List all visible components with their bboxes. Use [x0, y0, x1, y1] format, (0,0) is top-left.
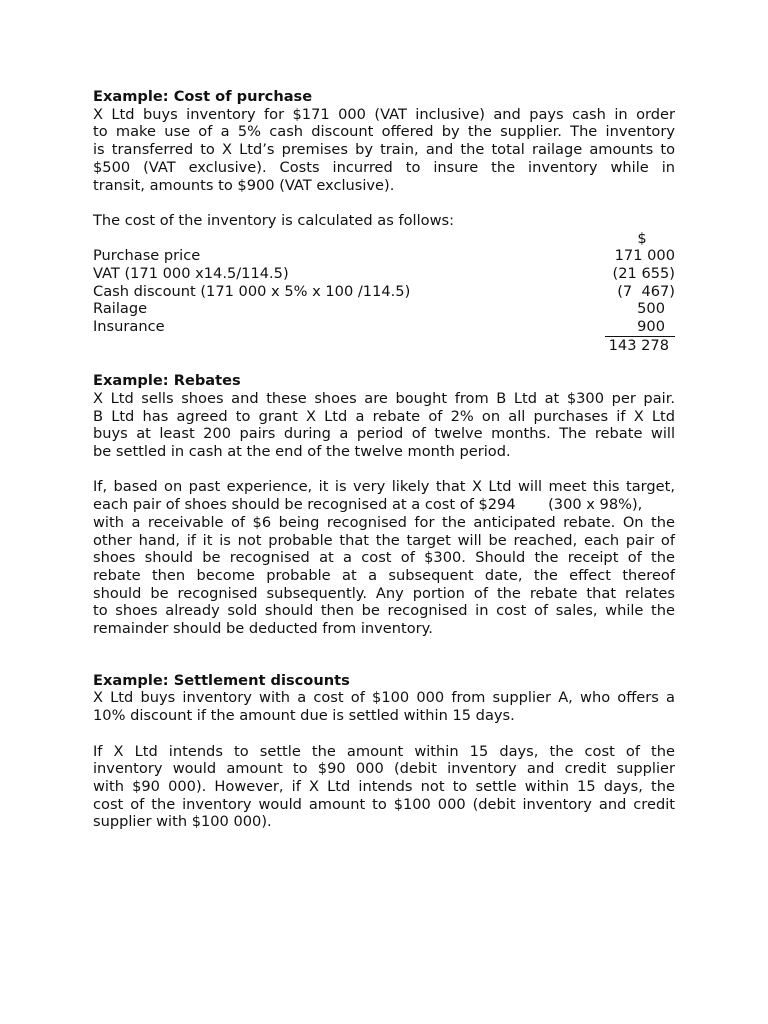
paragraph-line: If, based on past experience, it is very likely that X Ltd will meet this target,: [93, 478, 675, 496]
cost-calculation-table: [93, 230, 675, 355]
paragraph-line: shoes should be recognised at a cost of $300. Should the receipt of the: [93, 549, 675, 567]
paragraph-line: buys at least 200 pairs during a period of twelve months. The rebate will: [93, 425, 675, 443]
row-amount: (21 655): [612, 265, 675, 283]
paragraph-line: B Ltd has agreed to grant X Ltd a rebate of 2% on all purchases if X Ltd: [93, 407, 675, 425]
row-amount: 500: [637, 300, 665, 318]
settlement-paragraph-1: [93, 689, 675, 724]
paragraph-line: to shoes already sold should then be recognised in cost of sales, while the: [93, 602, 675, 620]
document-page: [93, 88, 675, 831]
table-row: [93, 230, 675, 248]
paragraph-line: should be recognised subsequently. Any portion of the rebate that relates: [93, 584, 675, 602]
paragraph-line: with $90 000). However, if X Ltd intends not to settle within 15 days, the: [93, 777, 675, 795]
paragraph-line: cost of the inventory would amount to $100 000 (debit inventory and credit: [93, 795, 675, 813]
row-amount: (7 467): [617, 282, 675, 300]
section-title-cost-of-purchase: Example: Cost of purchase: [93, 88, 313, 105]
paragraph-line: 10% discount if the amount due is settled within 15 days.: [93, 707, 515, 725]
settlement-paragraph-2: [93, 743, 675, 832]
paragraph-line: If X Ltd intends to settle the amount within 15 days, the cost of the: [93, 742, 675, 760]
row-amount: 900: [637, 318, 665, 336]
paragraph-line: inventory would amount to $90 000 (debit inventory and credit supplier: [93, 760, 675, 778]
table-row: [93, 300, 675, 318]
paragraph-line: X Ltd sells shoes and these shoes are bought from B Ltd at $300 per pair.: [93, 389, 675, 407]
table-row: [93, 283, 675, 301]
row-label: Purchase price: [93, 247, 201, 265]
row-amount: 171 000: [614, 247, 675, 265]
paragraph-line: X Ltd buys inventory for $171 000 (VAT inclusive) and pays cash in order: [93, 105, 675, 123]
table-row: [93, 265, 675, 283]
paragraph-line: be settled in cash at the end of the twelve month period.: [93, 443, 511, 461]
rebates-paragraph-1: [93, 390, 675, 461]
paragraph-line: transit, amounts to $900 (VAT exclusive).: [93, 176, 395, 194]
table-row: [93, 247, 675, 265]
paragraph-line: $500 (VAT exclusive). Costs incurred to insure the inventory while in: [93, 158, 675, 176]
paragraph-line: with a receivable of $6 being recognised for the anticipated rebate. On the: [93, 513, 675, 531]
section-title-settlement-discounts: Example: Settlement discounts: [93, 671, 350, 689]
paragraph-line: remainder should be deducted from inventory.: [93, 620, 433, 638]
paragraph-line: supplier with $100 000).: [93, 813, 272, 831]
row-label: Railage: [93, 300, 148, 318]
paragraph-line: other hand, if it is not probable that the target will be reached, each pair of: [93, 531, 675, 549]
table-row-total: [93, 336, 675, 355]
row-label: Cash discount (171 000 x 5% x 100 /114.5): [93, 282, 411, 300]
paragraph-line: X Ltd buys inventory with a cost of $100 000 from supplier A, who offers a: [93, 689, 675, 707]
table-row: [93, 318, 675, 336]
paragraph-line: is transferred to X Ltd’s premises by train, and the total railage amounts to: [93, 141, 675, 159]
section-title-rebates: Example: Rebates: [93, 372, 241, 390]
row-label: Insurance: [93, 318, 165, 336]
total-amount: 143 278: [605, 336, 675, 355]
cost-of-purchase-intro: [93, 106, 675, 195]
paragraph-line: each pair of shoes should be recognised at a cost of $294 (300 x 98%),: [93, 496, 643, 514]
paragraph-line: rebate then become probable at a subsequent date, the effect thereof: [93, 566, 675, 584]
row-label: VAT (171 000 x14.5/114.5): [93, 265, 289, 283]
rebates-paragraph-2: [93, 478, 675, 637]
currency-header: $: [637, 229, 647, 247]
paragraph-line: to make use of a 5% cash discount offered by the supplier. The inventory: [93, 123, 675, 141]
calc-intro: The cost of the inventory is calculated as follows:: [93, 211, 455, 229]
